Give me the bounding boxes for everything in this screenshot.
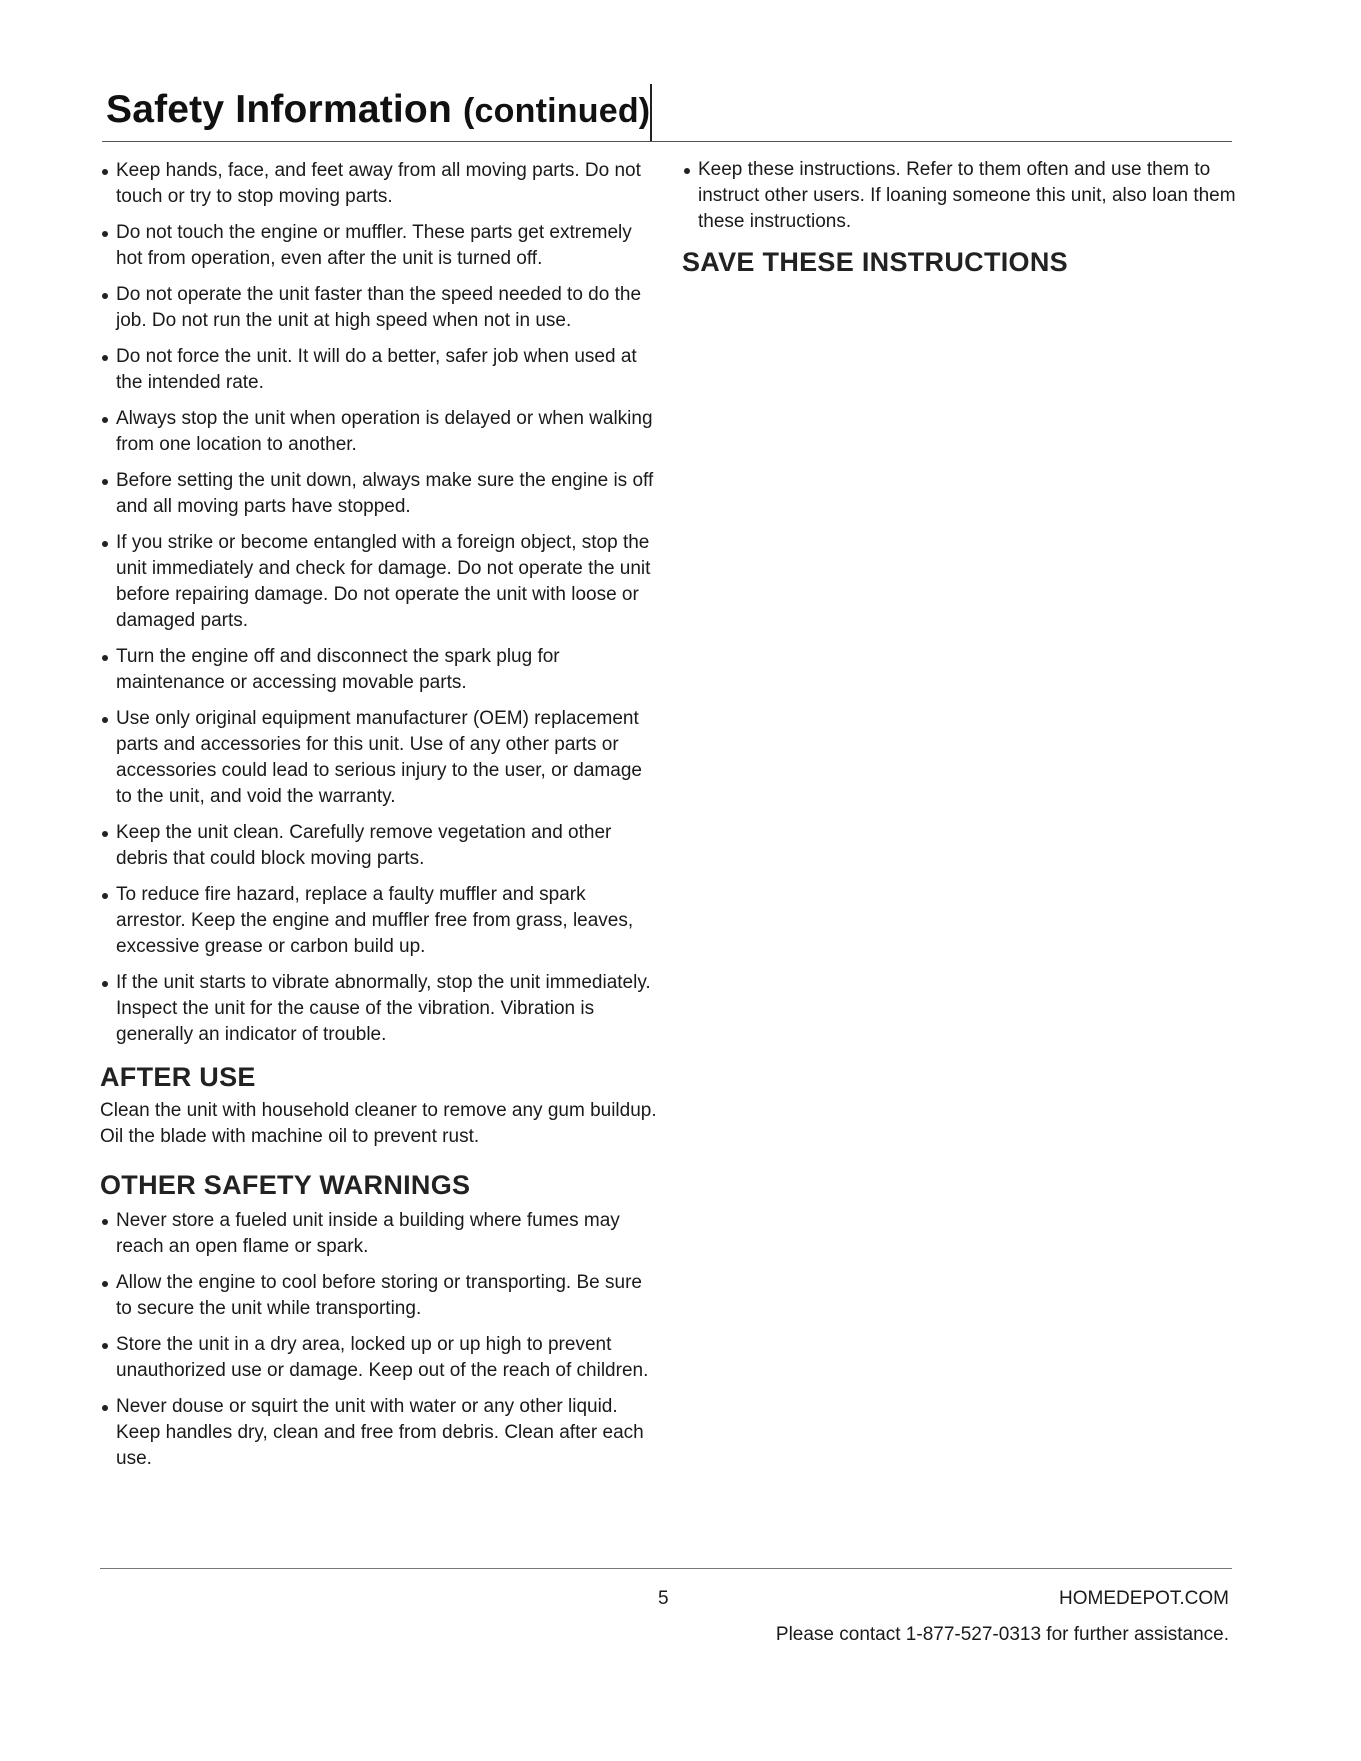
bullet-icon: [684, 168, 690, 174]
list-item: [100, 406, 660, 458]
list-item: [100, 1208, 660, 1260]
list-item-text: Store the unit in a dry area, locked up or up high to prevent unauthorized use or damage. Keep out of the reach of children.: [116, 1334, 649, 1381]
list-item-text: Do not touch the engine or muffler. These parts get extremely hot from operation, even after the unit is turned off.: [116, 222, 632, 269]
title-horizontal-rule: [102, 141, 1232, 142]
list-item-text: To reduce fire hazard, replace a faulty muffler and spark arrestor. Keep the engine and muffler free from grass, leaves, excessive grease or carbon build up.: [116, 884, 634, 957]
list-item: [100, 282, 660, 334]
list-item: [100, 1270, 660, 1322]
keep-instructions-list: [682, 157, 1242, 235]
list-item: [100, 644, 660, 696]
right-column: [682, 157, 1242, 275]
bullet-icon: [102, 893, 108, 899]
list-item-text: Keep these instructions. Refer to them often and use them to instruct other users. If loaning someone this unit, also loan them these instructions.: [698, 159, 1236, 232]
bullet-icon: [102, 541, 108, 547]
other-warnings-list: [100, 1208, 660, 1472]
title-vertical-rule: [650, 84, 652, 142]
bullet-icon: [102, 1343, 108, 1349]
after-use-text: Clean the unit with household cleaner to remove any gum buildup. Oil the blade with machine oil to prevent rust.: [100, 1100, 657, 1147]
list-item: [682, 157, 1242, 235]
after-use-heading: AFTER USE: [100, 1062, 256, 1092]
bullet-icon: [102, 1405, 108, 1411]
other-safety-warnings-heading: OTHER SAFETY WARNINGS: [100, 1170, 471, 1200]
list-item: [100, 970, 660, 1048]
list-item: [100, 468, 660, 520]
bullet-icon: [102, 479, 108, 485]
page-title-sub: (continued): [463, 92, 651, 130]
list-item-text: Always stop the unit when operation is delayed or when walking from one location to another.: [116, 408, 653, 455]
page-title: [106, 88, 650, 132]
list-item-text: Use only original equipment manufacturer (OEM) replacement parts and accessories for this unit. Use of any other parts or accessories could lead to serious injury to the user, or damage to the unit, and void the warranty.: [116, 708, 642, 807]
bullet-icon: [102, 831, 108, 837]
safety-bullet-list: [100, 158, 660, 1048]
bullet-icon: [102, 1219, 108, 1225]
bullet-icon: [102, 293, 108, 299]
page-number: 5: [658, 1588, 669, 1609]
list-item-text: Never douse or squirt the unit with water or any other liquid. Keep handles dry, clean and free from debris. Clean after each use.: [116, 1396, 644, 1469]
list-item-text: Before setting the unit down, always make sure the engine is off and all moving parts have stopped.: [116, 470, 654, 517]
left-column: [100, 158, 660, 1482]
bullet-icon: [102, 655, 108, 661]
list-item: [100, 820, 660, 872]
list-item: [100, 220, 660, 272]
bullet-icon: [102, 1281, 108, 1287]
bullet-icon: [102, 355, 108, 361]
list-item-text: Allow the engine to cool before storing or transporting. Be sure to secure the unit while transporting.: [116, 1272, 642, 1319]
list-item-text: If you strike or become entangled with a foreign object, stop the unit immediately and check for damage. Do not operate the unit before repairing damage. Do not operate the unit with loose or damaged parts.: [116, 532, 651, 631]
list-item-text: Do not operate the unit faster than the speed needed to do the job. Do not run the unit at high speed when not in use.: [116, 284, 642, 331]
list-item: [100, 882, 660, 960]
list-item-text: Keep the unit clean. Carefully remove vegetation and other debris that could block moving parts.: [116, 822, 612, 869]
bullet-icon: [102, 717, 108, 723]
list-item: [100, 158, 660, 210]
list-item: [100, 1394, 660, 1472]
bullet-icon: [102, 231, 108, 237]
list-item-text: If the unit starts to vibrate abnormally, stop the unit immediately. Inspect the unit for the cause of the vibration. Vibration is generally an indicator of trouble.: [116, 972, 651, 1045]
bullet-icon: [102, 417, 108, 423]
list-item-text: Do not force the unit. It will do a better, safer job when used at the intended rate.: [116, 346, 637, 393]
list-item: [100, 706, 660, 810]
list-item-text: Turn the engine off and disconnect the spark plug for maintenance or accessing movable parts.: [116, 646, 560, 693]
list-item: [100, 344, 660, 396]
footer-rule: [100, 1568, 1232, 1569]
page-title-main: Safety Information: [106, 88, 452, 131]
contact-line: Please contact 1-877-527-0313 for further assistance.: [775, 1624, 1229, 1645]
list-item: [100, 530, 660, 634]
save-instructions-heading: SAVE THESE INSTRUCTIONS: [682, 247, 1068, 277]
list-item-text: Keep hands, face, and feet away from all moving parts. Do not touch or try to stop moving parts.: [116, 160, 641, 207]
bullet-icon: [102, 169, 108, 175]
bullet-icon: [102, 981, 108, 987]
list-item-text: Never store a fueled unit inside a building where fumes may reach an open flame or spark.: [116, 1210, 620, 1257]
list-item: [100, 1332, 660, 1384]
site-url: HOMEDEPOT.COM: [1059, 1588, 1229, 1609]
